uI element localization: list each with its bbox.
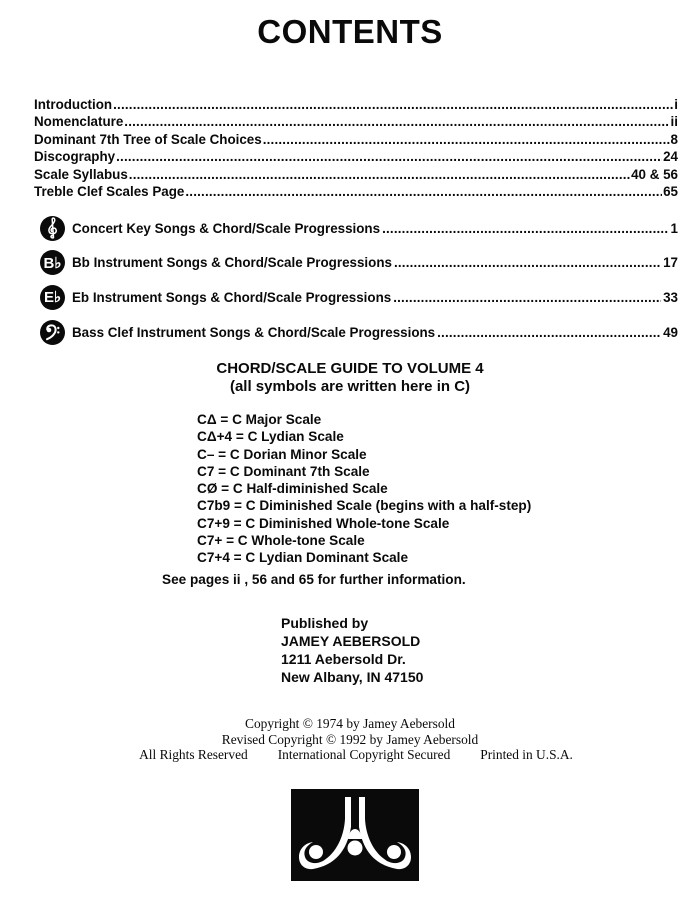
toc-entry-page: 40 & 56 xyxy=(631,166,678,182)
toc-entry-scale-syllabus[interactable] xyxy=(34,166,678,183)
toc-section-label: Eb Instrument Songs & Chord/Scale Progressions xyxy=(72,289,392,305)
printed-in: Printed in U.S.A. xyxy=(480,747,573,762)
toc-entry-introduction[interactable] xyxy=(34,96,678,113)
toc-section-label: Bb Instrument Songs & Chord/Scale Progressions xyxy=(72,255,392,271)
toc-entry-page: ii xyxy=(670,114,678,130)
dot-leader xyxy=(129,166,630,183)
toc-entry-dominant-7th-tree[interactable] xyxy=(34,131,678,148)
toc-entry-page: 65 xyxy=(663,183,678,199)
international-copyright: International Copyright Secured xyxy=(277,747,451,762)
toc-entry-label: Discography xyxy=(34,149,116,165)
publisher-line: Published by xyxy=(281,615,369,631)
toc-entry-page: 8 xyxy=(670,131,678,147)
toc-section-label: Bass Clef Instrument Songs & Chord/Scale Progressions xyxy=(72,324,436,340)
treble-clef-icon xyxy=(40,216,65,241)
toc-entry-label: Scale Syllabus xyxy=(34,166,128,182)
toc-entry-page: i xyxy=(674,97,678,112)
b-flat-icon: B♭ xyxy=(40,250,65,275)
bass-clef-icon xyxy=(40,320,65,345)
toc-section-page: 17 xyxy=(663,255,678,271)
guide-entry: CΔ+4 = C Lydian Scale xyxy=(197,429,344,445)
dot-leader xyxy=(116,148,662,165)
aebersold-logo-icon xyxy=(291,789,419,881)
toc-basic-list xyxy=(34,96,678,200)
guide-entry: C7+4 = C Lydian Dominant Scale xyxy=(197,550,409,566)
guide-note: See pages ii , 56 and 65 for further information. xyxy=(162,572,466,587)
copyright-line-2: Revised Copyright © 1992 by Jamey Aebersold xyxy=(221,731,479,747)
guide-subheading: (all symbols are written here in C) xyxy=(229,377,471,395)
guide-heading: CHORD/SCALE GUIDE TO VOLUME 4 xyxy=(216,360,484,377)
e-flat-icon: E♭ xyxy=(40,285,65,310)
toc-entry-page: 24 xyxy=(663,149,678,165)
dot-leader xyxy=(185,183,662,200)
dot-leader xyxy=(263,131,670,148)
publisher-name: JAMEY AEBERSOLD xyxy=(281,633,421,649)
toc-section-eb-instrument[interactable] xyxy=(40,280,678,315)
toc-entry-treble-clef-scales[interactable] xyxy=(34,183,678,200)
guide-list xyxy=(197,411,531,567)
publisher-street: 1211 Aebersold Dr. xyxy=(281,651,406,667)
rights-row xyxy=(12,747,700,763)
toc-section-bb-instrument[interactable] xyxy=(40,246,678,281)
page-title: CONTENTS xyxy=(257,13,443,50)
toc-section-page: 49 xyxy=(663,324,678,340)
copyright-line-1: Copyright © 1974 by Jamey Aebersold xyxy=(245,716,455,731)
guide-entry: C– = C Dorian Minor Scale xyxy=(197,446,367,462)
dot-leader xyxy=(124,113,669,130)
toc-entry-discography[interactable] xyxy=(34,148,678,165)
guide-entry: CΔ = C Major Scale xyxy=(197,412,322,427)
dot-leader xyxy=(437,325,661,340)
toc-section-concert-key[interactable] xyxy=(40,211,678,246)
toc-section-list xyxy=(40,211,678,349)
publisher-city: New Albany, IN 47150 xyxy=(281,669,424,685)
toc-section-bass-clef[interactable] xyxy=(40,315,678,350)
guide-entry: C7+ = C Whole-tone Scale xyxy=(197,533,365,549)
guide-entry: C7b9 = C Diminished Scale (begins with a half-step) xyxy=(197,498,532,514)
toc-entry-label: Nomenclature xyxy=(34,114,124,130)
dot-leader xyxy=(382,221,668,236)
toc-entry-nomenclature[interactable] xyxy=(34,113,678,130)
guide-entry: CØ = C Half-diminished Scale xyxy=(197,481,388,497)
guide-heading-block xyxy=(0,360,700,395)
rights-reserved: All Rights Reserved xyxy=(139,747,248,762)
toc-entry-label: Dominant 7th Tree of Scale Choices xyxy=(34,131,262,147)
dot-leader xyxy=(113,96,673,113)
toc-section-label: Concert Key Songs & Chord/Scale Progressions xyxy=(72,220,381,236)
toc-entry-label: Introduction xyxy=(34,97,113,112)
toc-section-page: 1 xyxy=(670,220,678,236)
guide-entry: C7+9 = C Diminished Whole-tone Scale xyxy=(197,515,450,531)
toc-section-page: 33 xyxy=(663,289,678,305)
dot-leader xyxy=(393,290,661,305)
toc-entry-label: Treble Clef Scales Page xyxy=(34,183,185,199)
publisher-block xyxy=(281,614,423,686)
copyright-block xyxy=(0,716,700,763)
dot-leader xyxy=(394,255,661,270)
guide-entry: C7 = C Dominant 7th Scale xyxy=(197,463,370,479)
